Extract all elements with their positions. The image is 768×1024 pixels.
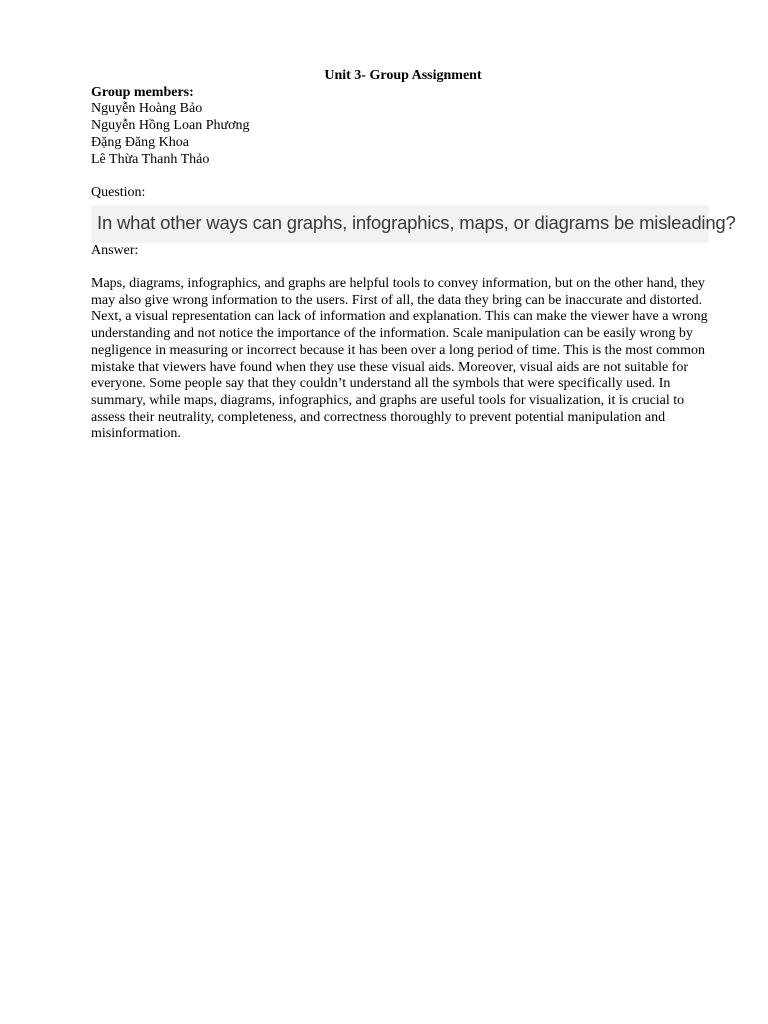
question-image bbox=[91, 205, 736, 243]
member-name-1: Nguyễn Hoàng Bảo bbox=[91, 101, 203, 117]
answer-label: Answer: bbox=[91, 242, 139, 258]
members-heading: Group members: bbox=[91, 84, 194, 100]
question-label: Question: bbox=[91, 184, 146, 200]
member-name-4: Lê Thừa Thanh Thảo bbox=[91, 151, 210, 167]
document-title: Unit 3- Group Assignment bbox=[324, 68, 482, 83]
spacer bbox=[91, 168, 715, 185]
member-name-3: Đặng Đăng Khoa bbox=[91, 134, 189, 150]
answer-paragraph: Maps, diagrams, infographics, and graphs are helpful tools to convey information, but on the other hand, they may also give wrong information to the users. First of all, the data they bring can be inaccurate and distorted. Next, a visual representation can lack of information and explanation. This can make the viewer have a wrong understanding and not notice the importance of the information. Scale manipulation can be easily wrong by negligence in measuring or incorrect because it has been over a long period of time. This is the most common mistake that viewers have found when they use these visual aids. Moreover, visual aids are not suitable for everyone. Some people say that they couldn’t understand all the symbols that were specifically used. In summary, while maps, diagrams, infographics, and graphs are useful tools for visualization, it is crucial to assess their neutrality, completeness, and correctness thoroughly to prevent potential manipulation and misinformation. bbox=[91, 276, 708, 442]
member-name-2: Nguyễn Hồng Loan Phương bbox=[91, 118, 250, 134]
spacer bbox=[91, 259, 715, 276]
question-text: In what other ways can graphs, infographics, maps, or diagrams be misleading? bbox=[97, 211, 736, 233]
document-page bbox=[91, 68, 736, 443]
